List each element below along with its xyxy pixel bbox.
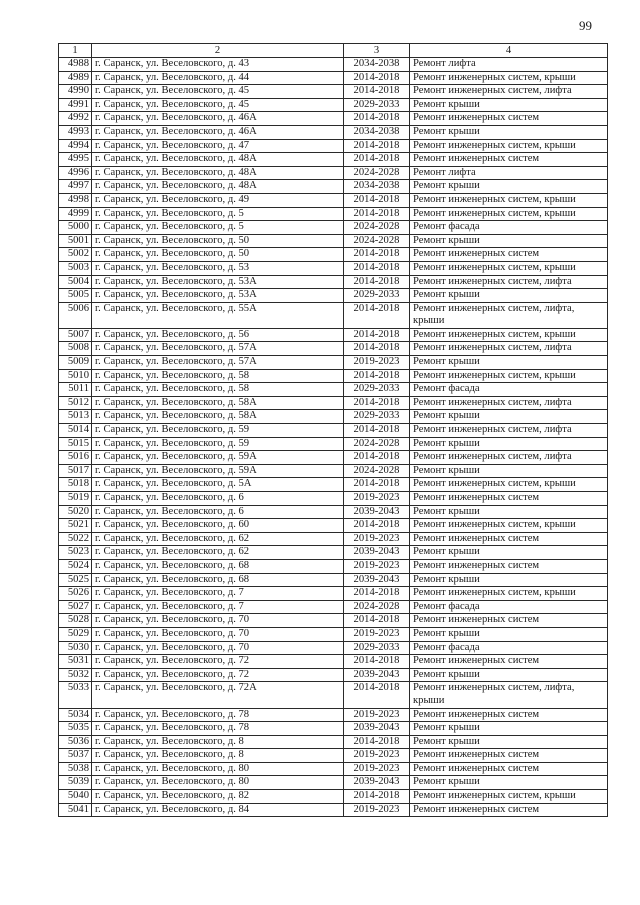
work-type: Ремонт инженерных систем [410, 749, 608, 763]
table-row [59, 98, 608, 112]
address: г. Саранск, ул. Веселовского, д. 70 [92, 614, 344, 628]
work-type: Ремонт инженерных систем [410, 762, 608, 776]
address: г. Саранск, ул. Веселовского, д. 8 [92, 735, 344, 749]
work-type: Ремонт инженерных систем, крыши [410, 139, 608, 153]
work-type: Ремонт инженерных систем, лифта [410, 342, 608, 356]
work-type: Ремонт инженерных систем, лифта [410, 424, 608, 438]
row-number: 5041 [59, 803, 92, 817]
period: 2024-2028 [344, 464, 410, 478]
table-row [59, 275, 608, 289]
row-number: 5022 [59, 532, 92, 546]
address: г. Саранск, ул. Веселовского, д. 48А [92, 153, 344, 167]
table-row [59, 369, 608, 383]
address: г. Саранск, ул. Веселовского, д. 59 [92, 424, 344, 438]
table-row [59, 708, 608, 722]
row-number: 5000 [59, 221, 92, 235]
address: г. Саранск, ул. Веселовского, д. 8 [92, 749, 344, 763]
address: г. Саранск, ул. Веселовского, д. 5 [92, 221, 344, 235]
work-type: Ремонт инженерных систем [410, 655, 608, 669]
work-type: Ремонт крыши [410, 722, 608, 736]
table-row [59, 302, 608, 328]
period: 2014-2018 [344, 369, 410, 383]
address: г. Саранск, ул. Веселовского, д. 59А [92, 464, 344, 478]
table-row [59, 221, 608, 235]
row-number: 5033 [59, 682, 92, 708]
work-type: Ремонт фасада [410, 600, 608, 614]
work-type: Ремонт инженерных систем [410, 803, 608, 817]
row-number: 5011 [59, 383, 92, 397]
period: 2014-2018 [344, 207, 410, 221]
table-row [59, 546, 608, 560]
period: 2014-2018 [344, 342, 410, 356]
address: г. Саранск, ул. Веселовского, д. 58А [92, 396, 344, 410]
address: г. Саранск, ул. Веселовского, д. 62 [92, 546, 344, 560]
row-number: 5029 [59, 627, 92, 641]
period: 2014-2018 [344, 396, 410, 410]
table-row [59, 261, 608, 275]
address: г. Саранск, ул. Веселовского, д. 59А [92, 451, 344, 465]
table-row [59, 342, 608, 356]
table-row [59, 424, 608, 438]
address: г. Саранск, ул. Веселовского, д. 43 [92, 58, 344, 72]
address: г. Саранск, ул. Веселовского, д. 53А [92, 275, 344, 289]
table-row [59, 289, 608, 303]
row-number: 5006 [59, 302, 92, 328]
period: 2014-2018 [344, 424, 410, 438]
table-row [59, 668, 608, 682]
address: г. Саранск, ул. Веселовского, д. 72А [92, 682, 344, 708]
table-row [59, 166, 608, 180]
table-row [59, 58, 608, 72]
address: г. Саранск, ул. Веселовского, д. 62 [92, 532, 344, 546]
period: 2014-2018 [344, 478, 410, 492]
work-type: Ремонт инженерных систем, крыши [410, 369, 608, 383]
period: 2014-2018 [344, 655, 410, 669]
row-number: 5030 [59, 641, 92, 655]
row-number: 5003 [59, 261, 92, 275]
table-row [59, 234, 608, 248]
period: 2014-2018 [344, 139, 410, 153]
period: 2014-2018 [344, 790, 410, 804]
address: г. Саранск, ул. Веселовского, д. 45 [92, 98, 344, 112]
work-type: Ремонт крыши [410, 546, 608, 560]
address: г. Саранск, ул. Веселовского, д. 78 [92, 722, 344, 736]
work-type: Ремонт крыши [410, 234, 608, 248]
row-number: 4988 [59, 58, 92, 72]
row-number: 5017 [59, 464, 92, 478]
work-type: Ремонт инженерных систем [410, 248, 608, 262]
row-number: 5024 [59, 559, 92, 573]
row-number: 5032 [59, 668, 92, 682]
period: 2019-2023 [344, 627, 410, 641]
period: 2014-2018 [344, 153, 410, 167]
address: г. Саранск, ул. Веселовского, д. 5 [92, 207, 344, 221]
row-number: 5009 [59, 356, 92, 370]
table-row [59, 356, 608, 370]
address: г. Саранск, ул. Веселовского, д. 80 [92, 762, 344, 776]
row-number: 5031 [59, 655, 92, 669]
row-number: 5012 [59, 396, 92, 410]
address: г. Саранск, ул. Веселовского, д. 59 [92, 437, 344, 451]
table-row [59, 803, 608, 817]
work-type: Ремонт инженерных систем, крыши [410, 261, 608, 275]
period: 2014-2018 [344, 614, 410, 628]
period: 2039-2043 [344, 573, 410, 587]
work-type: Ремонт инженерных систем [410, 559, 608, 573]
row-number: 5018 [59, 478, 92, 492]
row-number: 5038 [59, 762, 92, 776]
period: 2024-2028 [344, 600, 410, 614]
row-number: 5040 [59, 790, 92, 804]
work-type: Ремонт крыши [410, 289, 608, 303]
period: 2014-2018 [344, 519, 410, 533]
row-number: 4998 [59, 193, 92, 207]
table-row [59, 627, 608, 641]
table-row [59, 153, 608, 167]
work-type: Ремонт инженерных систем, крыши [410, 587, 608, 601]
table-row [59, 776, 608, 790]
work-type: Ремонт инженерных систем, лифта [410, 275, 608, 289]
row-number: 5013 [59, 410, 92, 424]
row-number: 5008 [59, 342, 92, 356]
work-type: Ремонт крыши [410, 735, 608, 749]
work-type: Ремонт инженерных систем, крыши [410, 478, 608, 492]
work-type: Ремонт инженерных систем, крыши [410, 207, 608, 221]
work-type: Ремонт крыши [410, 505, 608, 519]
address: г. Саранск, ул. Веселовского, д. 72 [92, 655, 344, 669]
address: г. Саранск, ул. Веселовского, д. 58 [92, 383, 344, 397]
work-type: Ремонт инженерных систем, лифта, крыши [410, 302, 608, 328]
work-type: Ремонт крыши [410, 776, 608, 790]
table-row [59, 600, 608, 614]
row-number: 5010 [59, 369, 92, 383]
period: 2019-2023 [344, 532, 410, 546]
period: 2029-2033 [344, 641, 410, 655]
table-row [59, 641, 608, 655]
address: г. Саранск, ул. Веселовского, д. 47 [92, 139, 344, 153]
row-number: 5037 [59, 749, 92, 763]
work-type: Ремонт крыши [410, 668, 608, 682]
table-row [59, 532, 608, 546]
work-type: Ремонт крыши [410, 627, 608, 641]
table-row [59, 451, 608, 465]
period: 2014-2018 [344, 451, 410, 465]
period: 2024-2028 [344, 221, 410, 235]
row-number: 5019 [59, 492, 92, 506]
table-row [59, 437, 608, 451]
period: 2019-2023 [344, 762, 410, 776]
address: г. Саранск, ул. Веселовского, д. 80 [92, 776, 344, 790]
table-row [59, 735, 608, 749]
period: 2039-2043 [344, 546, 410, 560]
work-type: Ремонт крыши [410, 180, 608, 194]
address: г. Саранск, ул. Веселовского, д. 78 [92, 708, 344, 722]
period: 2014-2018 [344, 302, 410, 328]
row-number: 5015 [59, 437, 92, 451]
period: 2014-2018 [344, 71, 410, 85]
address: г. Саранск, ул. Веселовского, д. 68 [92, 559, 344, 573]
row-number: 5016 [59, 451, 92, 465]
header-col-4: 4 [410, 44, 608, 58]
table-row [59, 790, 608, 804]
row-number: 4993 [59, 125, 92, 139]
page-number: 99 [579, 18, 592, 33]
table-row [59, 478, 608, 492]
row-number: 5014 [59, 424, 92, 438]
period: 2019-2023 [344, 492, 410, 506]
table-row [59, 492, 608, 506]
row-number: 4999 [59, 207, 92, 221]
address: г. Саранск, ул. Веселовского, д. 5А [92, 478, 344, 492]
address: г. Саранск, ул. Веселовского, д. 57А [92, 356, 344, 370]
period: 2029-2033 [344, 98, 410, 112]
table-row [59, 682, 608, 708]
table-row [59, 383, 608, 397]
work-type: Ремонт инженерных систем, крыши [410, 71, 608, 85]
row-number: 5036 [59, 735, 92, 749]
period: 2019-2023 [344, 803, 410, 817]
row-number: 5001 [59, 234, 92, 248]
work-type: Ремонт фасада [410, 221, 608, 235]
work-type: Ремонт инженерных систем [410, 112, 608, 126]
period: 2024-2028 [344, 437, 410, 451]
period: 2034-2038 [344, 125, 410, 139]
address: г. Саранск, ул. Веселовского, д. 6 [92, 505, 344, 519]
period: 2024-2028 [344, 234, 410, 248]
address: г. Саранск, ул. Веселовского, д. 7 [92, 600, 344, 614]
row-number: 4994 [59, 139, 92, 153]
registry-table [58, 43, 608, 817]
work-type: Ремонт лифта [410, 58, 608, 72]
work-type: Ремонт крыши [410, 125, 608, 139]
work-type: Ремонт инженерных систем, крыши [410, 790, 608, 804]
period: 2014-2018 [344, 275, 410, 289]
address: г. Саранск, ул. Веселовского, д. 53 [92, 261, 344, 275]
header-col-2: 2 [92, 44, 344, 58]
address: г. Саранск, ул. Веселовского, д. 53А [92, 289, 344, 303]
table-row [59, 396, 608, 410]
period: 2024-2028 [344, 166, 410, 180]
period: 2014-2018 [344, 682, 410, 708]
table-row [59, 505, 608, 519]
address: г. Саранск, ул. Веселовского, д. 44 [92, 71, 344, 85]
row-number: 4992 [59, 112, 92, 126]
period: 2014-2018 [344, 261, 410, 275]
work-type: Ремонт инженерных систем, лифта [410, 451, 608, 465]
table-row [59, 749, 608, 763]
row-number: 4997 [59, 180, 92, 194]
work-type: Ремонт инженерных систем [410, 532, 608, 546]
period: 2014-2018 [344, 85, 410, 99]
period: 2029-2033 [344, 289, 410, 303]
address: г. Саранск, ул. Веселовского, д. 68 [92, 573, 344, 587]
address: г. Саранск, ул. Веселовского, д. 46А [92, 112, 344, 126]
period: 2014-2018 [344, 248, 410, 262]
work-type: Ремонт крыши [410, 410, 608, 424]
table-row [59, 464, 608, 478]
address: г. Саранск, ул. Веселовского, д. 70 [92, 627, 344, 641]
work-type: Ремонт инженерных систем, крыши [410, 519, 608, 533]
period: 2019-2023 [344, 559, 410, 573]
address: г. Саранск, ул. Веселовского, д. 58А [92, 410, 344, 424]
table-row [59, 573, 608, 587]
period: 2039-2043 [344, 668, 410, 682]
row-number: 5020 [59, 505, 92, 519]
work-type: Ремонт крыши [410, 437, 608, 451]
table-header-row [59, 44, 608, 58]
table-row [59, 125, 608, 139]
row-number: 5004 [59, 275, 92, 289]
table-row [59, 559, 608, 573]
period: 2019-2023 [344, 356, 410, 370]
work-type: Ремонт инженерных систем [410, 492, 608, 506]
address: г. Саранск, ул. Веселовского, д. 60 [92, 519, 344, 533]
table-row [59, 85, 608, 99]
row-number: 5027 [59, 600, 92, 614]
period: 2029-2033 [344, 410, 410, 424]
work-type: Ремонт инженерных систем, лифта [410, 85, 608, 99]
table-row [59, 193, 608, 207]
address: г. Саранск, ул. Веселовского, д. 58 [92, 369, 344, 383]
work-type: Ремонт инженерных систем, лифта, крыши [410, 682, 608, 708]
table-header [59, 44, 608, 58]
work-type: Ремонт крыши [410, 98, 608, 112]
row-number: 5034 [59, 708, 92, 722]
period: 2014-2018 [344, 328, 410, 342]
table-row [59, 112, 608, 126]
table-row [59, 519, 608, 533]
row-number: 5005 [59, 289, 92, 303]
address: г. Саранск, ул. Веселовского, д. 84 [92, 803, 344, 817]
period: 2014-2018 [344, 112, 410, 126]
table-row [59, 71, 608, 85]
row-number: 5028 [59, 614, 92, 628]
period: 2034-2038 [344, 58, 410, 72]
table-row [59, 587, 608, 601]
work-type: Ремонт фасада [410, 641, 608, 655]
row-number: 4990 [59, 85, 92, 99]
work-type: Ремонт крыши [410, 464, 608, 478]
row-number: 5007 [59, 328, 92, 342]
work-type: Ремонт инженерных систем [410, 708, 608, 722]
table-row [59, 410, 608, 424]
address: г. Саранск, ул. Веселовского, д. 56 [92, 328, 344, 342]
address: г. Саранск, ул. Веселовского, д. 48А [92, 166, 344, 180]
address: г. Саранск, ул. Веселовского, д. 49 [92, 193, 344, 207]
table-row [59, 328, 608, 342]
address: г. Саранск, ул. Веселовского, д. 48А [92, 180, 344, 194]
period: 2014-2018 [344, 735, 410, 749]
row-number: 5021 [59, 519, 92, 533]
work-type: Ремонт инженерных систем [410, 614, 608, 628]
row-number: 5023 [59, 546, 92, 560]
work-type: Ремонт лифта [410, 166, 608, 180]
row-number: 5002 [59, 248, 92, 262]
work-type: Ремонт инженерных систем, крыши [410, 193, 608, 207]
address: г. Саранск, ул. Веселовского, д. 50 [92, 234, 344, 248]
period: 2034-2038 [344, 180, 410, 194]
address: г. Саранск, ул. Веселовского, д. 55А [92, 302, 344, 328]
address: г. Саранск, ул. Веселовского, д. 7 [92, 587, 344, 601]
row-number: 5026 [59, 587, 92, 601]
row-number: 5035 [59, 722, 92, 736]
period: 2039-2043 [344, 505, 410, 519]
table-row [59, 655, 608, 669]
row-number: 4996 [59, 166, 92, 180]
row-number: 5025 [59, 573, 92, 587]
table-row [59, 180, 608, 194]
period: 2029-2033 [344, 383, 410, 397]
address: г. Саранск, ул. Веселовского, д. 46А [92, 125, 344, 139]
period: 2014-2018 [344, 587, 410, 601]
table-row [59, 207, 608, 221]
table-row [59, 762, 608, 776]
period: 2019-2023 [344, 749, 410, 763]
address: г. Саранск, ул. Веселовского, д. 6 [92, 492, 344, 506]
address: г. Саранск, ул. Веселовского, д. 57А [92, 342, 344, 356]
header-col-1: 1 [59, 44, 92, 58]
row-number: 4991 [59, 98, 92, 112]
header-col-3: 3 [344, 44, 410, 58]
period: 2019-2023 [344, 708, 410, 722]
address: г. Саранск, ул. Веселовского, д. 72 [92, 668, 344, 682]
table-row [59, 248, 608, 262]
work-type: Ремонт инженерных систем, крыши [410, 328, 608, 342]
address: г. Саранск, ул. Веселовского, д. 45 [92, 85, 344, 99]
work-type: Ремонт инженерных систем, лифта [410, 396, 608, 410]
row-number: 5039 [59, 776, 92, 790]
table-row [59, 722, 608, 736]
table-row [59, 614, 608, 628]
period: 2014-2018 [344, 193, 410, 207]
table-body [59, 58, 608, 817]
work-type: Ремонт крыши [410, 356, 608, 370]
work-type: Ремонт крыши [410, 573, 608, 587]
address: г. Саранск, ул. Веселовского, д. 82 [92, 790, 344, 804]
work-type: Ремонт инженерных систем [410, 153, 608, 167]
work-type: Ремонт фасада [410, 383, 608, 397]
period: 2039-2043 [344, 776, 410, 790]
address: г. Саранск, ул. Веселовского, д. 70 [92, 641, 344, 655]
period: 2039-2043 [344, 722, 410, 736]
row-number: 4989 [59, 71, 92, 85]
row-number: 4995 [59, 153, 92, 167]
table-row [59, 139, 608, 153]
address: г. Саранск, ул. Веселовского, д. 50 [92, 248, 344, 262]
